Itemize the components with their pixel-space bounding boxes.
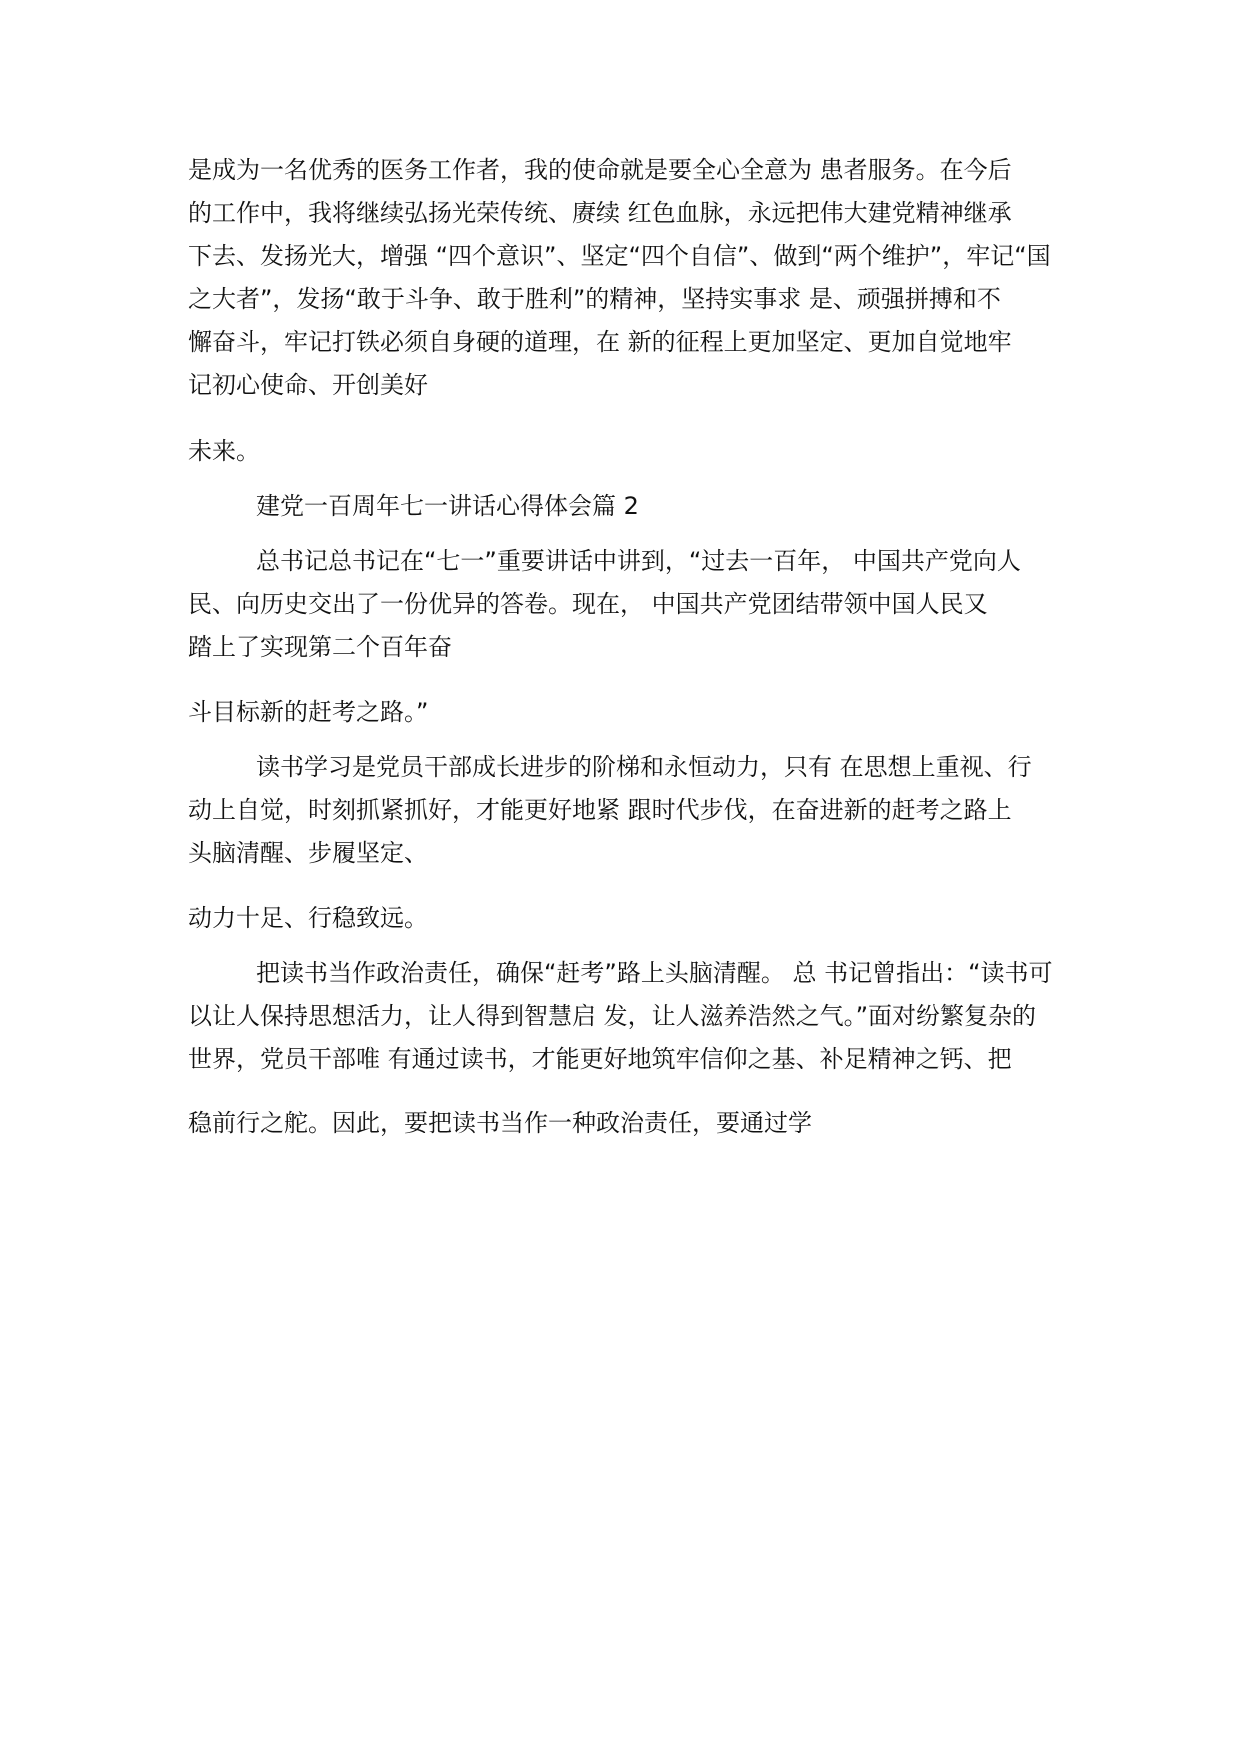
paragraph-line: 以让人保持思想活力，让人得到智慧启 发，让人滋养浩然之气。”面对纷繁复杂的 xyxy=(188,1002,1037,1030)
paragraph-line: 之大者”，发扬“敢于斗争、敢于胜利”的精神，坚持实事求 是、顽强拼搏和不 xyxy=(188,285,1001,313)
paragraph-line: 是成为一名优秀的医务工作者，我的使命就是要全心全意为 患者服务。在今后 xyxy=(188,156,1012,184)
paragraph-line: 斗目标新的赶考之路。” xyxy=(188,698,429,726)
paragraph-line: 的工作中，我将继续弘扬光荣传统、赓续 红色血脉，永远把伟大建党精神继承 xyxy=(188,199,1012,227)
paragraph-line: 踏上了实现第二个百年奋 xyxy=(188,633,452,661)
paragraph-line: 下去、发扬光大，增强 “四个意识”、坚定“四个自信”、做到“两个维护”，牢记“国 xyxy=(188,242,1051,270)
paragraph-line: 读书学习是党员干部成长进步的阶梯和永恒动力，只有 在思想上重视、行 xyxy=(256,753,1032,781)
paragraph-line: 动力十足、行稳致远。 xyxy=(188,904,428,932)
paragraph-line: 头脑清醒、步履坚定、 xyxy=(188,839,428,867)
paragraph-line: 稳前行之舵。因此，要把读书当作一种政治责任，要通过学 xyxy=(188,1109,812,1137)
paragraph-line: 动上自觉，时刻抓紧抓好，才能更好地紧 跟时代步伐，在奋进新的赶考之路上 xyxy=(188,796,1012,824)
section-heading: 建党一百周年七一讲话心得体会篇 2 xyxy=(256,492,639,520)
paragraph-line: 把读书当作政治责任，确保“赶考”路上头脑清醒。 总 书记曾指出：“读书可 xyxy=(256,959,1053,987)
paragraph-line: 记初心使命、开创美好 xyxy=(188,371,428,399)
paragraph-line: 世界，党员干部唯 有通过读书，才能更好地筑牢信仰之基、补足精神之钙、把 xyxy=(188,1045,1012,1073)
paragraph-line: 民、向历史交出了一份优异的答卷。现在， 中国共产党团结带领中国人民又 xyxy=(188,590,988,618)
paragraph-line: 懈奋斗，牢记打铁必须自身硬的道理，在 新的征程上更加坚定、更加自觉地牢 xyxy=(188,328,1012,356)
paragraph-line: 未来。 xyxy=(188,437,260,465)
paragraph-line: 总书记总书记在“七一”重要讲话中讲到，“过去一百年， 中国共产党向人 xyxy=(256,547,1021,575)
